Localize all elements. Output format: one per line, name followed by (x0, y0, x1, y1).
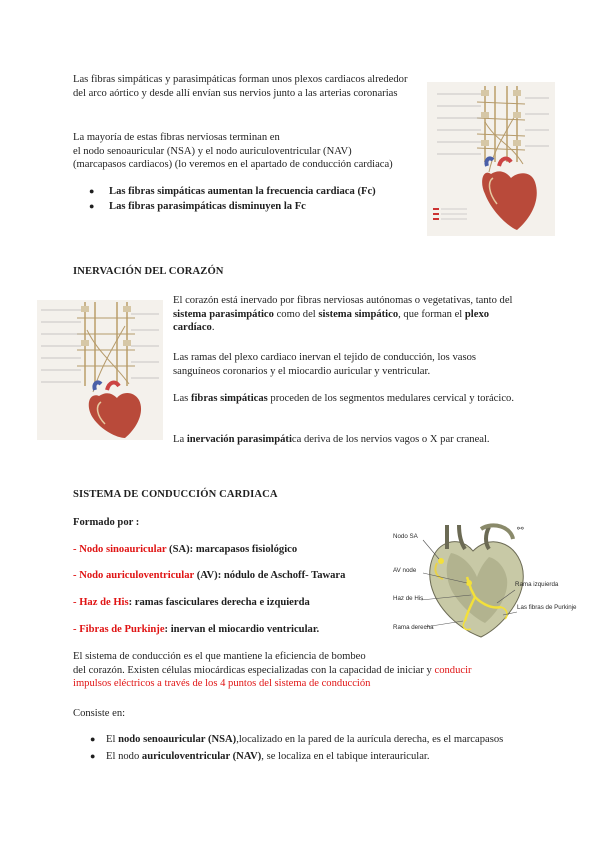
inervacion-paragraph-2: Las ramas del plexo cardiaco inervan el tejido de conducción, los vasos sanguíneos coronarios y el miocardio auricular y ventricular. (173, 352, 476, 377)
consiste-label: Consiste en: (73, 708, 126, 719)
intro-p2-line3: (marcapasos cardiacos) (lo veremos en el apartado de conducción cardiaca) (73, 159, 393, 171)
conduccion-bullet-2: ● El nodo auriculoventricular (NAV), se localiza en el tabique interauricular. (90, 748, 560, 765)
bullet-dot-icon: ● (90, 751, 96, 761)
intro-p2-line1: La mayoría de estas fibras nerviosas terminan en (73, 132, 280, 143)
inervacion-title: INERVACIÓN DEL CORAZÓN (73, 266, 224, 277)
intro-paragraph-1: Las fibras simpáticas y parasimpáticas forman unos plexos cardiacos alrededor del arco aórtico y desde allí envían sus nervios junto a las arterias coronarias (73, 74, 408, 99)
label-av-node: AV node (393, 567, 417, 574)
cardiac-plexus-figure-2 (37, 300, 163, 440)
conduction-system-figure (393, 523, 577, 641)
bullet-dot-icon: ● (89, 201, 95, 211)
conduccion-item-4: - Fibras de Purkinje: inervan el miocardio ventricular. (73, 624, 320, 635)
intro-paragraph-2 (73, 131, 418, 172)
conduccion-item-3: - Haz de His: ramas fasciculares derecha e izquierda (73, 597, 310, 608)
conduccion-bullets (90, 731, 560, 765)
cardiac-plexus-figure-1 (427, 82, 555, 236)
conduccion-item-1: - Nodo sinoauricular (SA): marcapasos fisiológico (73, 544, 298, 555)
bullet-dot-icon: ● (89, 186, 95, 196)
conduccion-title: SISTEMA DE CONDUCCIÓN CARDIACA (73, 489, 278, 500)
intro-bullet-1: ● Las fibras simpáticas aumentan la frecuencia cardiaca (Fc) (89, 186, 376, 197)
intro-bullet-2: ● Las fibras parasimpáticas disminuyen la Fc (89, 201, 306, 212)
figure-small-icon: ⚯ (517, 524, 524, 533)
conduccion-item-2: - Nodo auriculoventricular (AV): nódulo de Aschoff- Tawara (73, 570, 346, 581)
bullet-dot-icon: ● (90, 734, 96, 744)
inervacion-paragraph-4: La inervación parasimpática deriva de los nervios vagos o X par craneal. (173, 434, 490, 445)
label-haz-de-his: Haz de His (393, 595, 424, 602)
intro-bullets (90, 184, 376, 214)
conduccion-bullet-1: ● El nodo senoauricular (NSA),localizado en la pared de la aurícula derecha, es el marcapasos (90, 731, 560, 748)
label-rama-izquierda: Rama izquierda (515, 581, 559, 588)
label-nodo-sa: Nodo SA (393, 533, 418, 540)
formado-por-label: Formado por : (73, 517, 140, 528)
label-fibras-purkinje: Las fibras de Purkinje (517, 604, 577, 611)
label-rama-derecha: Rama derecha (393, 624, 434, 631)
intro-p2-line2: el nodo senoauricular (NSA) y el nodo auriculoventricular (NAV) (73, 145, 352, 157)
inervacion-paragraph-3: Las fibras simpáticas proceden de los segmentos medulares cervical y torácico. (173, 393, 514, 404)
inervacion-paragraph-1: El corazón está inervado por fibras nerviosas autónomas o vegetativas, tanto del sistema parasimpático como del sistema simpático, que forman el plexo cardíaco. (173, 295, 513, 334)
conduccion-paragraph: El sistema de conducción es el que mantiene la eficiencia de bombeo del corazón. Existen células miocárdicas especializadas con la capacidad de iniciar y conducir impulsos eléctricos a través de los 4 puntos del sistema de conducción (73, 651, 472, 690)
